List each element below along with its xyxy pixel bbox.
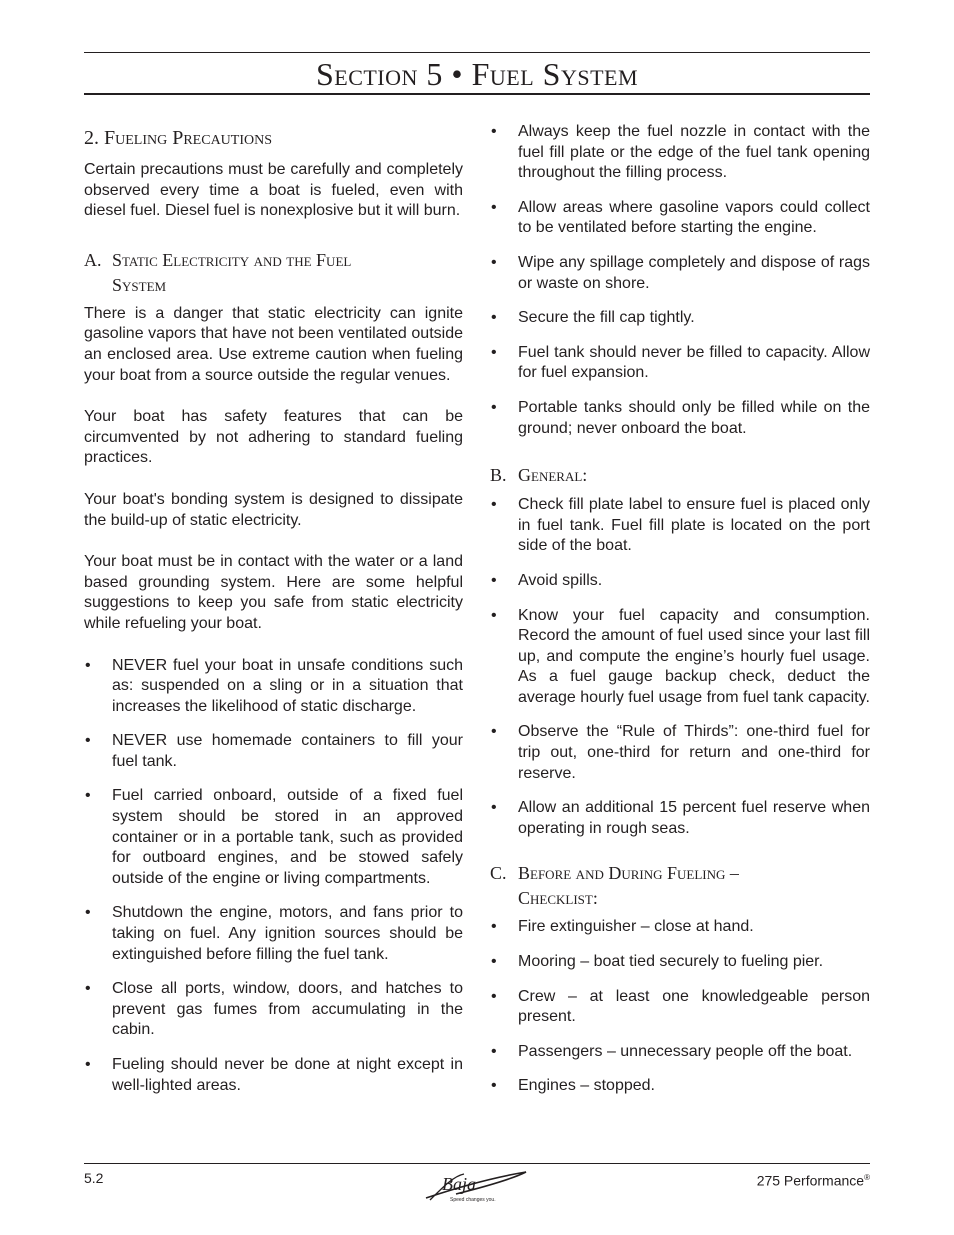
list-item: • Avoid spills.	[490, 571, 870, 592]
list-item: • Shutdown the engine, motors, and fans prior to taking on fuel. Any ignition sources should be extinguished before filling the fuel tank.	[85, 904, 463, 963]
footer-rule	[84, 1163, 870, 1164]
bullet-glyph: •	[85, 656, 91, 674]
list-item: • NEVER fuel your boat in unsafe conditions such as: suspended on a sling or in a situation that increases the likelihood of static discharge.	[85, 656, 463, 715]
list-item: • Observe the “Rule of Thirds”: one-third fuel for trip out, one-third for return and one-third for reserve.	[491, 723, 870, 782]
bullet-glyph: •	[491, 606, 497, 624]
list-item: • Crew – at least one knowledgeable person present.	[491, 987, 870, 1026]
list-item: • Allow areas where gasoline vapors could collect to be ventilated before starting the engine.	[491, 198, 870, 237]
list-item: • Fuel tank should never be filled to capacity. Allow for fuel expansion.	[491, 343, 870, 382]
page-title: Section 5 • Fuel System	[315, 56, 639, 92]
bullet-glyph: •	[491, 723, 497, 741]
general-list	[490, 495, 870, 839]
paragraph: Your boat's bonding system is designed to dissipate the build-up of static electricity.	[84, 490, 463, 529]
list-item: • Know your fuel capacity and consumption. Record the amount of fuel used since your last fill up, and compute the engine’s hourly fuel usage. As a fuel gauge backup check, deduct the average hourly fuel usage from fuel tank capacity.	[491, 606, 870, 706]
bullet-glyph: •	[85, 1056, 91, 1073]
subsection-b-heading	[490, 463, 870, 488]
header-rule-bottom	[84, 93, 870, 95]
bullet-glyph: •	[491, 571, 497, 589]
subsection-a-title-line1: Static Electricity and the Fuel	[112, 249, 352, 270]
bullet-glyph: •	[85, 980, 91, 998]
list-item: • Secure the fill cap tightly.	[490, 308, 870, 329]
bullet-glyph: •	[491, 953, 497, 971]
bullet-glyph: •	[491, 253, 497, 271]
baja-logo	[420, 1168, 532, 1204]
bullet-glyph: •	[491, 496, 497, 514]
paragraph: There is a danger that static electricity can ignite gasoline vapors that have not been ventilated outside an enclosed area. Use extreme caution when fueling your boat from a source outside the regular venues.	[84, 304, 463, 384]
bullet-glyph: •	[491, 1077, 497, 1095]
logo-wordmark: Baja	[442, 1174, 476, 1194]
subsection-c-title-line2: Checklist:	[518, 888, 598, 909]
page-number: 5.2	[84, 1170, 104, 1186]
list-item: • Engines – stopped.	[490, 1076, 870, 1097]
bullet-glyph: •	[85, 904, 91, 922]
bullet-glyph: •	[491, 343, 497, 361]
model-label: 275 Performance	[756, 1172, 865, 1189]
fueling-tips-list	[490, 122, 870, 439]
paragraph: Your boat has safety features that can be circumvented by not adhering to standard fueling practices.	[84, 408, 463, 467]
bullet-glyph: •	[491, 799, 497, 817]
left-column	[84, 118, 463, 1096]
intro-paragraph: Certain precautions must be carefully and completely observed every time a boat is fueled, even with diesel fuel. Diesel fuel is nonexplosive but it will burn.	[84, 161, 463, 220]
subsection-c-title-line1: Before and During Fueling –	[518, 863, 739, 884]
list-item: • Wipe any spillage completely and dispose of rags or waste on shore.	[491, 253, 870, 292]
subsection-c-label: C.	[490, 863, 507, 884]
subsection-c-heading	[490, 861, 870, 911]
list-item: • Mooring – boat tied securely to fueling pier.	[490, 952, 870, 973]
subsection-b-title: General:	[518, 465, 588, 486]
header-rule-top	[84, 52, 870, 53]
list-item: • Fire extinguisher – close at hand.	[490, 917, 870, 938]
bullet-glyph: •	[85, 732, 91, 750]
subsection-b-label: B.	[490, 465, 507, 486]
list-item: • Check fill plate label to ensure fuel is placed only in fuel tank. Fuel fill plate is located on the port side of the boat.	[491, 496, 870, 555]
bullet-glyph: •	[491, 123, 497, 140]
model-name	[757, 1169, 870, 1190]
bullet-glyph: •	[491, 398, 497, 416]
list-item: • Always keep the fuel nozzle in contact with the fuel fill plate or the edge of the fuel tank opening throughout the filling process.	[491, 123, 870, 182]
list-item: • Close all ports, window, doors, and hatches to prevent gas fumes from accumulating in the cabin.	[85, 980, 463, 1039]
bullet-glyph: •	[491, 987, 497, 1005]
list-item: • Fueling should never be done at night except in well-lighted areas.	[85, 1056, 463, 1094]
list-item: • Passengers – unnecessary people off the boat.	[490, 1042, 870, 1063]
paragraph: Your boat must be in contact with the water or a land based grounding system. Here are some helpful suggestions to keep you safe from static electricity while refueling your boat.	[84, 553, 463, 632]
registered-mark: ®	[864, 1173, 870, 1182]
list-item: • Fuel carried onboard, outside of a fixed fuel system should be stored in an approved container or in a portable tank, such as provided for outboard engines, and be stowed safely outside of the engine or living compartments.	[85, 787, 463, 887]
right-column	[490, 118, 870, 1097]
bullet-glyph: •	[491, 198, 497, 216]
list-item: • Allow an additional 15 percent fuel reserve when operating in rough seas.	[491, 799, 870, 837]
static-safety-list	[84, 656, 463, 1097]
list-item: • Portable tanks should only be filled while on the ground; never onboard the boat.	[491, 398, 870, 437]
section-heading: 2. Fueling Precautions	[84, 127, 273, 149]
subsection-a-label: A.	[84, 249, 102, 270]
bullet-glyph: •	[85, 787, 91, 805]
logo-tagline: Speed changes you.	[450, 1197, 496, 1203]
list-item: • NEVER use homemade containers to fill your fuel tank.	[85, 732, 463, 770]
bullet-glyph: •	[491, 918, 497, 936]
bullet-glyph: •	[491, 309, 497, 327]
subsection-a-title-line2: System	[112, 274, 167, 295]
checklist	[490, 917, 870, 1097]
subsection-a-heading	[84, 248, 463, 298]
bullet-glyph: •	[491, 1042, 497, 1060]
